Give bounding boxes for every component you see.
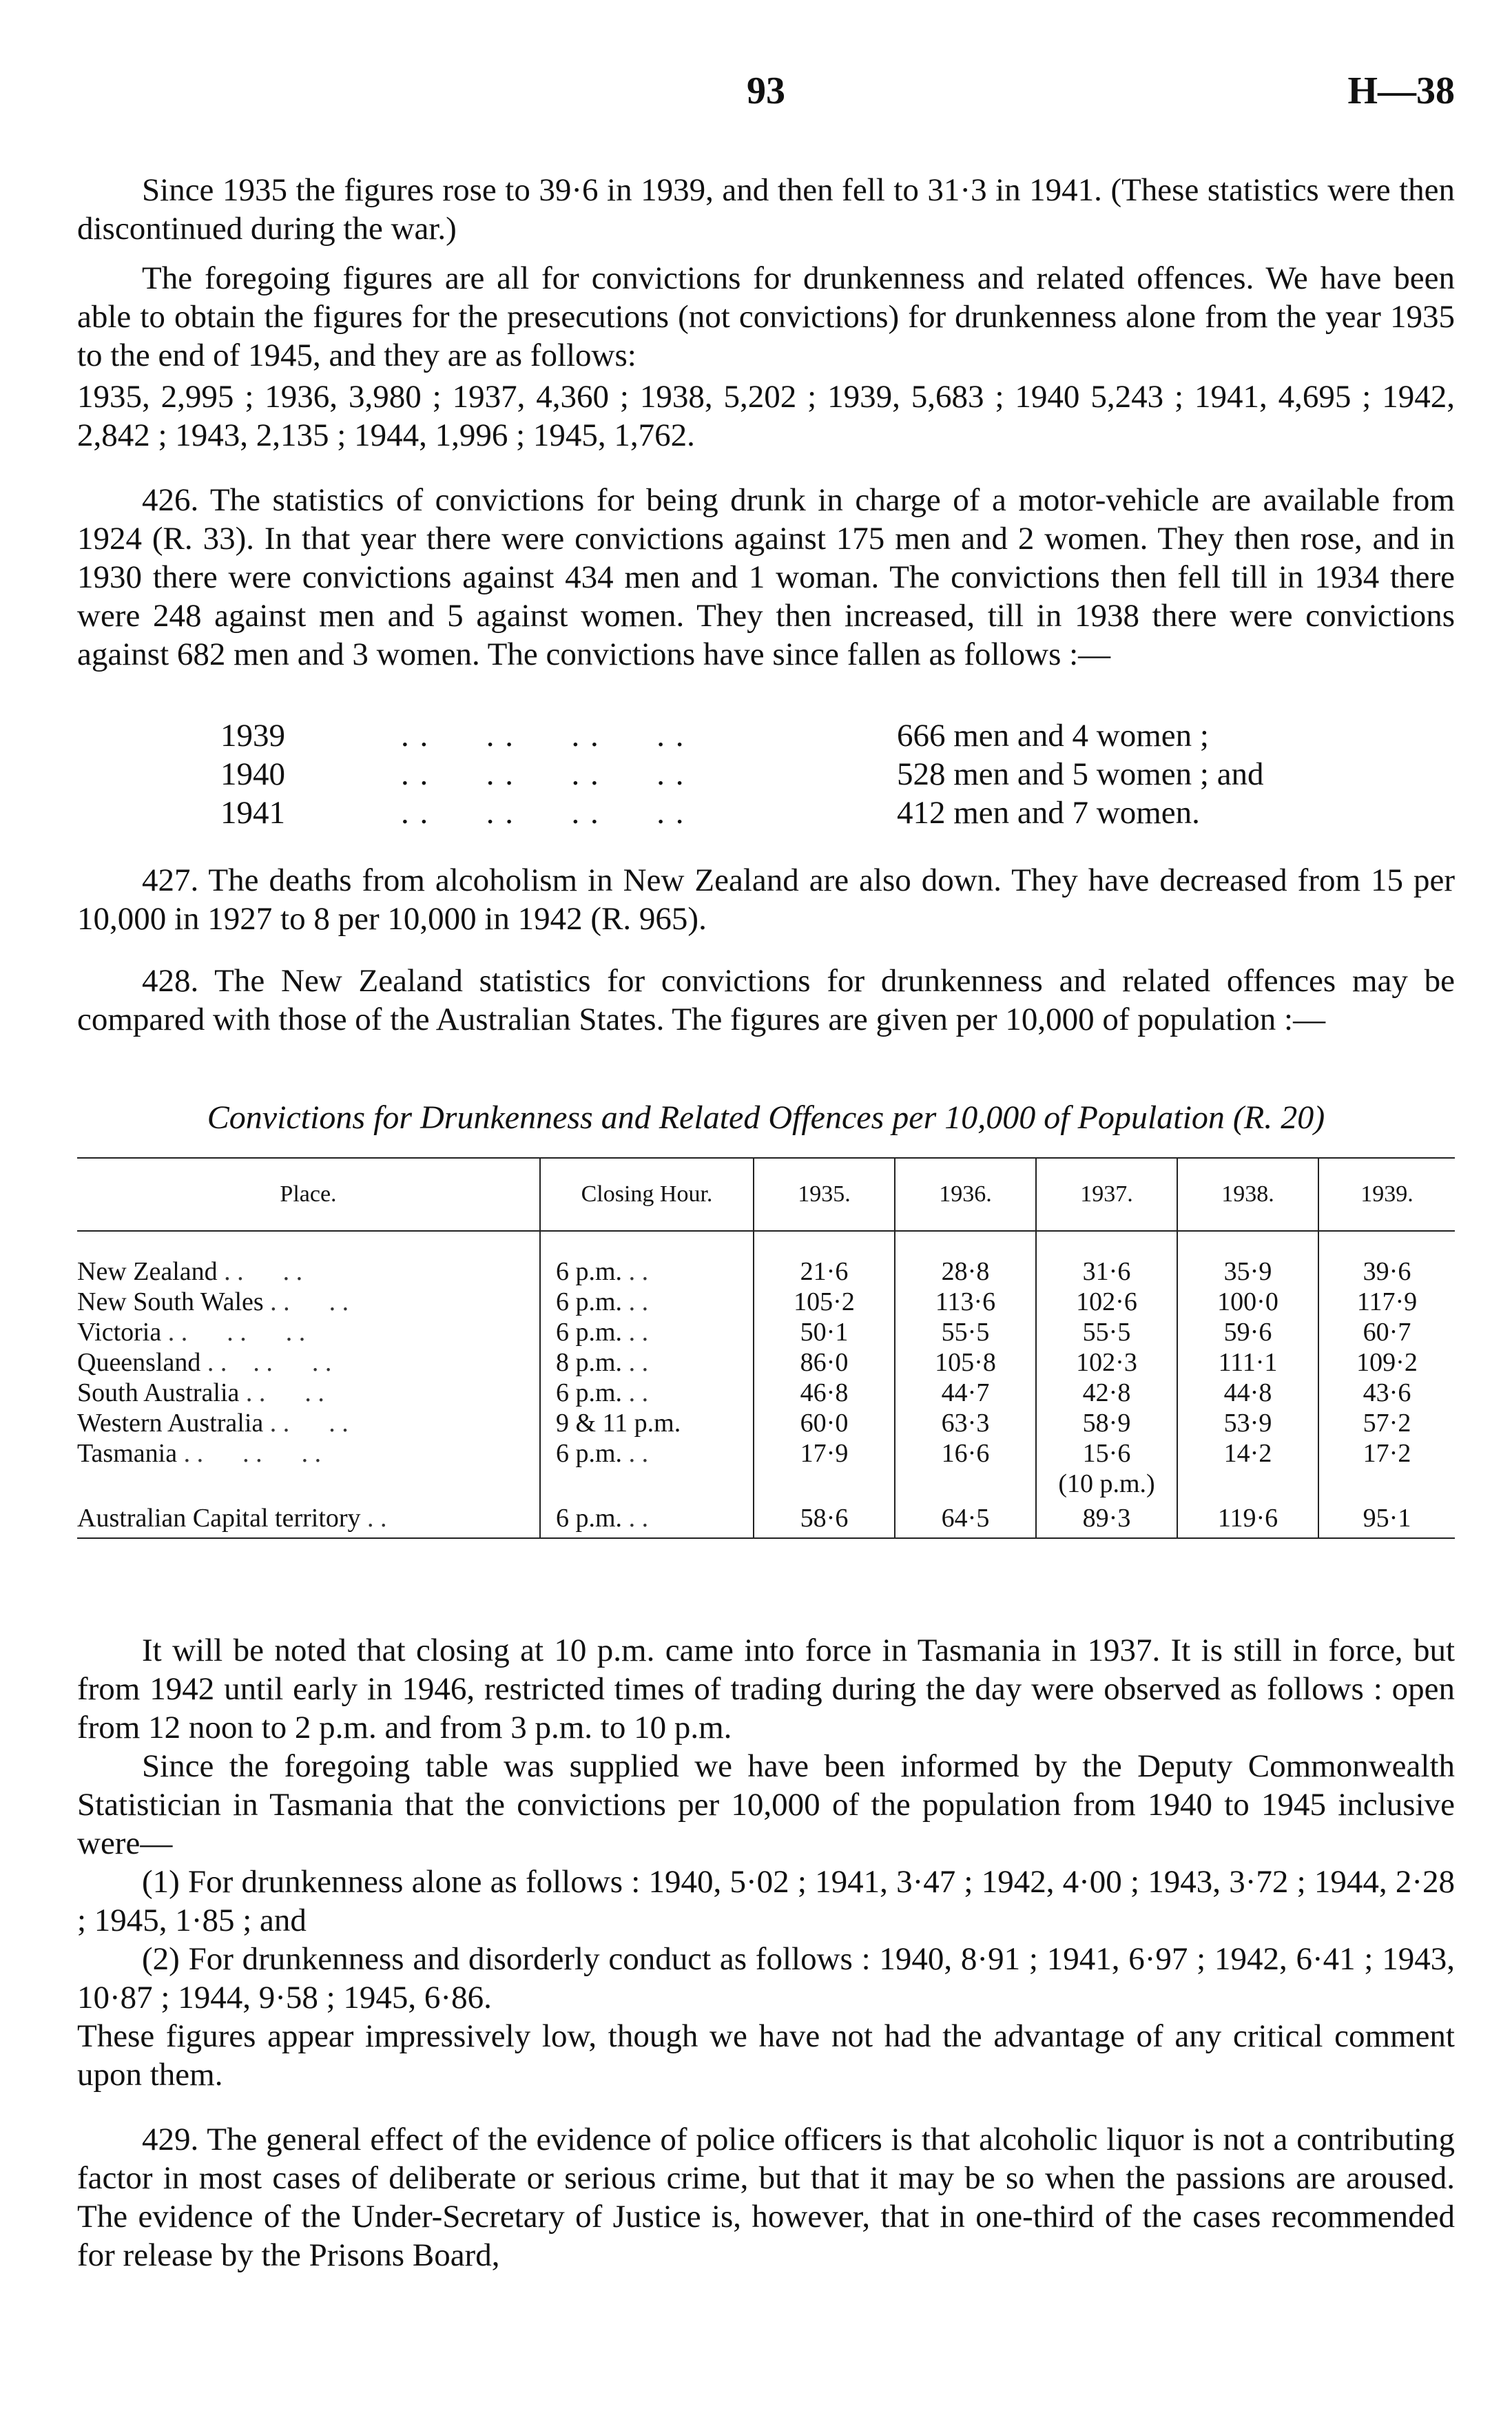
paragraph-yearly-figures: 1935, 2,995 ; 1936, 3,980 ; 1937, 4,360 ; 1938, 5,202 ; 1939, 5,683 ; 1940 5,243 ; 1941, 4,695 ; 1942, 2,842 ; 1943, 2,135 ; 1944, 1,996 ; 1945, 1,762.: [77, 379, 1455, 453]
cell-1938: 100·0: [1177, 1287, 1318, 1317]
cell-closing-hour: 9 & 11 p.m.: [540, 1408, 754, 1438]
column-header-place: Place.: [77, 1158, 540, 1231]
cell-1936: 64·5: [895, 1499, 1036, 1538]
table-row: [77, 1347, 1455, 1378]
table-row: [77, 1438, 1455, 1469]
table-row: [77, 1378, 1455, 1408]
cell-1935: 86·0: [754, 1347, 895, 1378]
cell-1936: 16·6: [895, 1438, 1036, 1469]
cell-place: Western Australia . . . .: [77, 1409, 349, 1438]
cell-1936: 63·3: [895, 1408, 1036, 1438]
cell-place: Queensland . . . . . .: [77, 1348, 332, 1377]
table-spacer: [77, 1231, 1455, 1256]
column-header-1935: 1935.: [754, 1158, 895, 1231]
cell-1938: 44·8: [1177, 1378, 1318, 1408]
cell-place: New South Wales . . . .: [77, 1287, 349, 1316]
list-item: 1940 . . . . . . . . 528 men and 5 women ; and: [220, 756, 1264, 792]
table-row: [77, 1287, 1455, 1317]
cell-1939: 39·6: [1318, 1256, 1455, 1287]
cell-place: South Australia . . . .: [77, 1378, 324, 1407]
paragraph-429: 429. The general effect of the evidence of police officers is that alcoholic liquor is not a contributing factor in most cases of deliberate or serious crime, but that it may be so when the passions are aroused. The evidence of the Under-Secretary of Justice is, however, that in one-third of the cases recommended for release by the Prisons Board,: [77, 2122, 1455, 2273]
cell-1939: 109·2: [1318, 1347, 1455, 1378]
cell-1937: 15·6: [1036, 1438, 1177, 1469]
cell-1936: 28·8: [895, 1256, 1036, 1287]
convictions-table: [77, 1157, 1455, 1539]
cell-1938: 53·9: [1177, 1408, 1318, 1438]
table-row: [77, 1408, 1455, 1438]
cell-1939: 17·2: [1318, 1438, 1455, 1469]
paragraph-deputy-statistician: Since the foregoing table was supplied we have been informed by the Deputy Commonwealth Statistician in Tasmania that the convictions per 10,000 of the population from 1940 to 1945 inclusive were—: [77, 1748, 1455, 1861]
cell-1937: 31·6: [1036, 1256, 1177, 1287]
paragraph-since-1935: Since 1935 the figures rose to 39·6 in 1939, and then fell to 31·3 in 1941. (These statistics were then discontinued during the war.): [77, 172, 1455, 247]
page-number: 93: [747, 70, 785, 112]
cell-1939: [1318, 1469, 1455, 1499]
list-item: 1941 . . . . . . . . 412 men and 7 women.: [220, 795, 1200, 831]
cell-1935: 21·6: [754, 1256, 895, 1287]
cell-closing-hour: 6 p.m. . .: [540, 1287, 754, 1317]
cell-1936: 55·5: [895, 1317, 1036, 1347]
cell-1935: [754, 1469, 895, 1499]
cell-1936: 113·6: [895, 1287, 1036, 1317]
cell-closing-hour: 6 p.m. . .: [540, 1378, 754, 1408]
document-reference: H—38: [1347, 70, 1455, 112]
cell-1935: 46·8: [754, 1378, 895, 1408]
paragraph-foregoing-figures: The foregoing figures are all for convictions for drunkenness and related offences. We have been able to obtain the figures for the presecutions (not convictions) for drunkenness alone from the year 1935 to the end of 1945, and they are as follows:: [77, 260, 1455, 373]
cell-1937: (10 p.m.): [1036, 1469, 1177, 1499]
cell-1938: 35·9: [1177, 1256, 1318, 1287]
cell-1935: 17·9: [754, 1438, 895, 1469]
cell-1938: 111·1: [1177, 1347, 1318, 1378]
motor-convictions-list: [77, 716, 1455, 832]
cell-closing-hour: 6 p.m. . .: [540, 1256, 754, 1287]
column-header-1936: 1936.: [895, 1158, 1036, 1231]
cell-1937: 102·3: [1036, 1347, 1177, 1378]
cell-1938: 119·6: [1177, 1499, 1318, 1538]
cell-place: New Zealand . . . .: [77, 1257, 303, 1286]
cell-closing-hour: [540, 1469, 754, 1499]
column-header-closing-hour: Closing Hour.: [540, 1158, 754, 1231]
column-header-1939: 1939.: [1318, 1158, 1455, 1231]
cell-closing-hour: 8 p.m. . .: [540, 1347, 754, 1378]
paragraph-impressively-low: These figures appear impressively low, though we have not had the advantage of any critical comment upon them.: [77, 2018, 1455, 2093]
cell-place: Tasmania . . . . . .: [77, 1439, 322, 1468]
cell-1938: 14·2: [1177, 1438, 1318, 1469]
cell-1937: 42·8: [1036, 1378, 1177, 1408]
paragraph-427: 427. The deaths from alcoholism in New Zealand are also down. They have decreased from 15 per 10,000 in 1927 to 8 per 10,000 in 1942 (R. 965).: [77, 862, 1455, 937]
cell-1935: 105·2: [754, 1287, 895, 1317]
list-item: 1939 . . . . . . . . 666 men and 4 women ;: [220, 718, 1209, 754]
table-row: [77, 1499, 1455, 1538]
list-item-drunkenness-disorderly: (2) For drunkenness and disorderly conduct as follows : 1940, 8·91 ; 1941, 6·97 ; 1942, 6·41 ; 1943, 10·87 ; 1944, 9·58 ; 1945, 6·86.: [77, 1941, 1455, 2016]
paragraph-426: 426. The statistics of convictions for being drunk in charge of a motor-vehicle are available from 1924 (R. 33). In that year there were convictions against 175 men and 2 women. They then rose, and in 1930 there were convictions against 434 men and 1 woman. The convictions then fell till in 1934 there were 248 against men and 5 against women. They then increased, till in 1938 there were convictions against 682 men and 3 women. The convictions have since fallen as follows :—: [77, 482, 1455, 672]
cell-1939: 57·2: [1318, 1408, 1455, 1438]
table-row: [77, 1469, 1455, 1499]
cell-1937: 89·3: [1036, 1499, 1177, 1538]
cell-1939: 95·1: [1318, 1499, 1455, 1538]
page-header: [77, 69, 1455, 124]
cell-1937: 55·5: [1036, 1317, 1177, 1347]
table-row: [77, 1256, 1455, 1287]
list-item-drunkenness-alone: (1) For drunkenness alone as follows : 1940, 5·02 ; 1941, 3·47 ; 1942, 4·00 ; 1943, 3·72 ; 1944, 2·28 ; 1945, 1·85 ; and: [77, 1864, 1455, 1938]
cell-1935: 50·1: [754, 1317, 895, 1347]
cell-place: [77, 1469, 540, 1499]
cell-1939: 43·6: [1318, 1378, 1455, 1408]
paragraph-tasmania-closing: It will be noted that closing at 10 p.m. came into force in Tasmania in 1937. It is still in force, but from 1942 until early in 1946, restricted times of trading during the day were observed as follows : open from 12 noon to 2 p.m. and from 3 p.m. to 10 p.m.: [77, 1633, 1455, 1745]
cell-1936: [895, 1469, 1036, 1499]
paragraph-428: 428. The New Zealand statistics for convictions for drunkenness and related offences may be compared with those of the Australian States. The figures are given per 10,000 of population :—: [77, 963, 1455, 1037]
cell-closing-hour: 6 p.m. . .: [540, 1438, 754, 1469]
cell-closing-hour: 6 p.m. . .: [540, 1317, 754, 1347]
table-caption: Convictions for Drunkenness and Related Offences per 10,000 of Population (R. 20): [207, 1099, 1325, 1136]
column-header-1937: 1937.: [1036, 1158, 1177, 1231]
table-row: [77, 1317, 1455, 1347]
cell-1939: 60·7: [1318, 1317, 1455, 1347]
cell-closing-hour: 6 p.m. . .: [540, 1499, 754, 1538]
cell-1936: 44·7: [895, 1378, 1036, 1408]
cell-1935: 60·0: [754, 1408, 895, 1438]
cell-place: Victoria . . . . . .: [77, 1318, 306, 1347]
cell-1936: 105·8: [895, 1347, 1036, 1378]
column-header-1938: 1938.: [1177, 1158, 1318, 1231]
cell-1938: [1177, 1469, 1318, 1499]
cell-place: Australian Capital territory . .: [77, 1499, 540, 1538]
table-header-row: [77, 1158, 1455, 1231]
cell-1937: 102·6: [1036, 1287, 1177, 1317]
cell-1935: 58·6: [754, 1499, 895, 1538]
cell-1939: 117·9: [1318, 1287, 1455, 1317]
cell-1938: 59·6: [1177, 1317, 1318, 1347]
cell-1937: 58·9: [1036, 1408, 1177, 1438]
